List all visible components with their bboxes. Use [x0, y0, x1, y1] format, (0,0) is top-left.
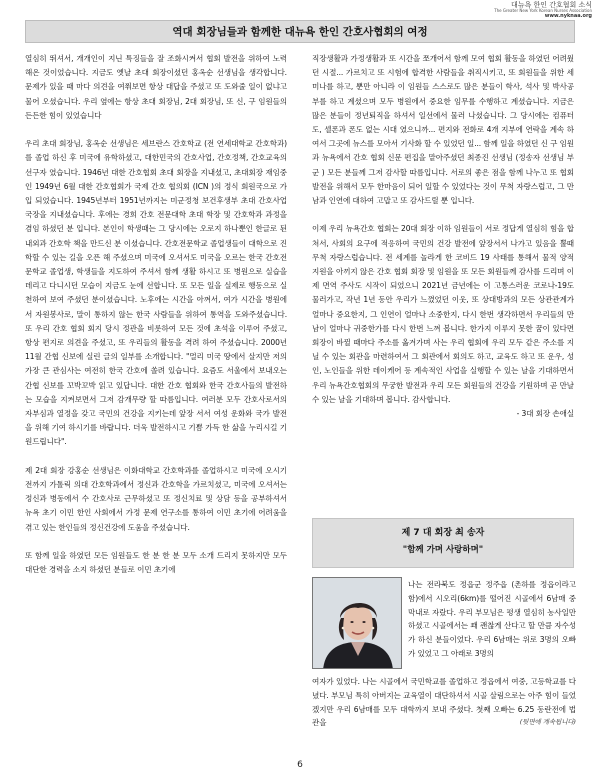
- left-paragraph-3: 제 2대 회장 강홍순 선생님은 이화대학교 간호학과를 졸업하시고 미국에 오시기 전까지 가톨릭 의대 간호학과에서 정신과 간호학을 가르치셨고, 미국에 오셔서는 정신과 병동에서 수 간호사로 근무하셨고 또 정신치료 및 상담 등을 공부하셔서 뉴욕 초기 이민 한인 사회에서 가정 문제 연구소를 통하여 이민 초기에 어려움을 겪고 있는 한인들의 정신건강에 도움을 주셨습니다.: [25, 465, 287, 532]
- right-paragraph-1: 직장생활과 가정생활과 또 시간을 쪼개어서 함께 모여 협회 활동을 하였던 어려웠던 시절... 가르치고 또 시험에 합격한 사람들을 취직시키고, 또 회원들을 위한 세미나를 하고, 뿐만 아니라 이 임원들 스스로도 많은 분들이 학사, 석사 및 박사공부를 하고 계셨으며 모두 병원에서 중요한 임무를 수행하고 계셨습니다. 지금은 많은 분들이 정년퇴직을 하셔서 일선에서 물러 나셨습니다. 그 당시에는 컴퓨터도, 셀폰과 폰도 없는 시대 였으니까... 편지와 전화로 4개 지부에 연락을 계속 하여서 그곳에 뉴스를 모아서 기사화 할 수 있었던 일... 함께 일을 하였던 신 구 임원과 뉴욕에서 간호 협회 신문 편집을 맡아주셨던 최종진 선생님 (정송자 선생님 부군 ) 모든 분들께 그저 감사할 따름입니다. 서로의 좋은 점을 함께 나누고 또 협회 발전을 위해서 모두 한마음이 되어 일할 수 있었다는 것이 무척 자랑스럽고, 그 만남과 인연에 대하여 고맙고 또 감사드릴 뿐 입니다.: [312, 54, 574, 206]
- profile-text-continued: [312, 675, 576, 730]
- section-title-banner: [25, 20, 575, 43]
- publication-header: [494, 1, 592, 19]
- left-column: [25, 52, 287, 592]
- page-number: 6: [297, 760, 303, 770]
- publication-subtitle: The Greater New York Korean Nurses Association: [494, 8, 592, 14]
- publication-url: www.nyknaa.org: [544, 12, 592, 19]
- profile-title: 제 7 대 회장 최 송자: [401, 528, 485, 538]
- portrait-image: [313, 578, 402, 669]
- signature: - 3대 회장 손애실: [516, 409, 574, 419]
- left-paragraph-1: 열심히 뛰셔서, 개개인이 지닌 특징들을 잘 조화시켜서 협회 발전을 위하여 노력해온 것이었습니다. 지금도 옛날 초대 회장이셨던 홍옥순 선생님을 생각합니다. 문제가 있을 때 마다 의견을 여쭤보면 항상 대답을 주셨고 또 도와줄 일이 없냐고 물어 오셨습니다. 우리 옆에는 항상 초대 회장님, 2대 회장님, 또 신, 구 임원들의 든든한 힘이 있었습니다: [25, 54, 287, 120]
- portrait-photo: [312, 577, 402, 669]
- publication-title: 대뉴욕 한인 간호협회 소식: [510, 1, 592, 9]
- left-paragraph-2: 우리 초대 회장님, 홍옥순 선생님은 세브란스 간호학교 (전 연세대학교 간호학과)를 졸업 하신 후 미국에 유학하셨고, 대한민국의 간호사업, 간호정책, 간호교육의 선구자 였습니다. 1946년 대한 간호협회 초대 회장을 지내셨고, 초대회장 재임중인 1949년 6월 대한 간호협회가 국제 간호 협의회 (ICN )의 정식 회원국으로 가입 되었습니다. 1945년부터 1951년까지는 미군정청 보건후생부 초대 간호사업 국장을 지내셨습니다. 후에는 경희 간호 전문대학 초대 학장 및 간호학과 과정을 겸임 하셨던 분 입니다. 본인이 학생때는 그 당시에는 오로지 하나뿐인 한글로 된 내외과 간호학 책을 만드신 분 이셨습니다. 간호전문학교 졸업생들이 대학으로 진학할 수 있는 길을 오픈 해 주셨으며 미국에 오셔서도 미국을 오르는 한국 간호전문학교 졸업생, 학생들을 지도하여 주셔서 함께 생활 하시고 또 병원으로 실습을 데리고 다니시던 모습이 지금도 눈에 선합니다. 또 모든 일을 실제로 행동으로 실천하여 보여 주셨던 분이셨습니다. 노후에는 시간을 아껴서, 여가 시간을 병원에서 자원봉사로, 말이 통하지 않는 한국 사람들을 위하여 통역을 도와주셨습니다. 또 우리 간호 협회 회지 당시 정관을 비롯하여 모든 것에 초석을 이루어 주셨고, 항상 편지로 의견을 주셨고, 또 우리들의 활동을 격려 하여 주셨습니다. 2000년 11월 간협 신보에 실린 글의 일부를 소개합니다. "멀리 미국 땅에서 살지만 저의 가장 큰 관심사는 여전히 한국 간호에 쏠려 있습니다. 요즘도 서울에서 보내오는 간협 신보를 꼬박꼬박 읽고 있답니다. 대한 간호 협회와 한국 간호사들의 발전하는 모습을 지켜보면서 그저 감개무량 할 따름입니다. 여러분 모두 간호사로서의 자부심과 열정을 갖고 국민의 건강을 지키는데 앞장 서서 여성 운화와 국가 발전을 위해 기여 하시기를 바랍니다. 더욱 발전하시고 기쁨 가득 한 삶을 누리시길 기원드립니다".: [25, 139, 287, 447]
- right-column: [312, 52, 574, 436]
- profile-title-box: [312, 518, 574, 568]
- section-title: 역대 회장님들과 함께한 대뉴욕 한인 간호사협회의 여정: [172, 26, 428, 38]
- continued-note: (뒷면에 계속됩니다): [519, 718, 576, 727]
- right-paragraph-2: 이제 우리 뉴욕간호 협회는 20대 회장 이하 임원들이 서로 정답게 열심히 힘을 합쳐서, 사회의 요구에 적응하여 국민의 건강 발전에 앞장서서 나가고 있음을 뿔때 무척 자랑스럽습니다. 전 세계를 놀라게 한 코비드 19 사태를 통해서 물적 양적 지원을 아끼지 않은 간호 협회 회장 및 임원을 또 모든 회원들께 감사를 드리며 이제 면역 주사도 시작이 되었으니 2021년 금년에는 이 고통스러운 코로나-19도 물러가고, 작년 1년 동안 우리가 느꼈었던 이웃, 또 상대방과의 모든 상관관계가 얼마나 중요한지, 그 인연이 얼마나 소중한지, 다시 한번 생각하면서 우리들의 만남이 얼마나 귀중한가를 다시 한번 느껴 봅니다. 한가지 이루지 못한 꿈이 있다면 회장이 바뀔 때마다 주소를 옮겨가며 사는 우리 협회에 우리 모두 같은 주소를 지닐 수 있는 회관을 마련하여서 그 회관에서 회의도 하고, 교육도 하고 또 운우, 성인, 노인들을 위한 데이케어 등 계속적인 사업을 실행할 수 있는 날을 기대하면서 우리 뉴욕간호협회의 무궁한 발전과 우리 모든 회원들의 건강을 기원하며 곧 만날 수 있는 날을 기대하며 봅니다. 감사합니다.: [312, 224, 574, 404]
- profile-text-full: 여자가 있었다. 나는 시골에서 국민학교를 졸업하고 정읍에서 여중, 고등학교를 다녔다. 부모님 특히 아버지는 교육열이 대단하셔서 시골 살림으로는 아주 힘이 들었겠지만 우리 6남매를 모두 대학까지 보내 주셨다. 첫째 오빠는 6.25 동란전에 법관을: [312, 677, 576, 728]
- profile-subtitle: "함께 가며 사랑하며": [402, 545, 484, 555]
- profile-text-beside-photo: 나는 전라북도 정읍군 정주읍 (촌하를 정읍이라고 함)에서 시오리(6km)를 떨어진 시골에서 6남매 중 막내로 자랐다. 우리 부모님은 평생 열심히 농사일만 하셨고 시골에서는 꽤 괜찮게 산다고 할 만큼 자수성가 하신 분들이었다. 우리 6남매는 위로 3명의 오빠가 있었고 그 아래로 3명의: [408, 580, 576, 658]
- left-paragraph-4: 또 함께 일을 하였던 모든 임원들도 한 분 한 분 모두 소개 드리지 못하지만 모두 대단한 경력을 소지 하셨던 분들로 이민 초기에: [25, 551, 287, 575]
